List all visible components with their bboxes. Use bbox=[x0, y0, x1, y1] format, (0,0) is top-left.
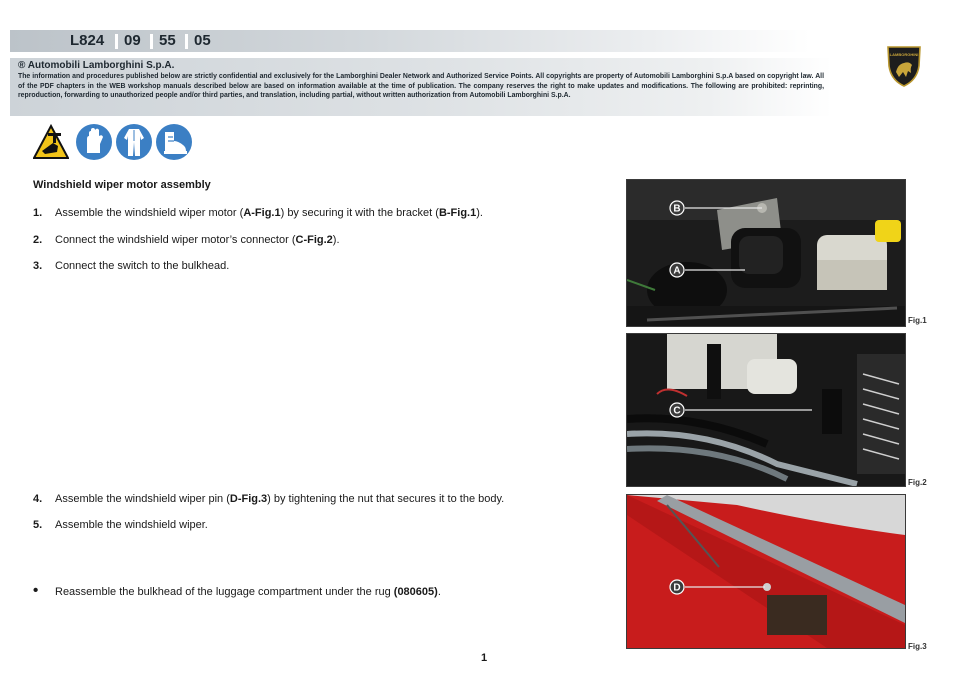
step-number: 1. bbox=[33, 207, 43, 219]
bullet-symbol: • bbox=[33, 582, 39, 599]
step-5 bbox=[33, 519, 208, 531]
figure-1-photo bbox=[626, 179, 906, 327]
figure-3-photo bbox=[626, 494, 906, 649]
gloves-icon bbox=[76, 124, 112, 160]
figure-reference: B-Fig.1 bbox=[438, 207, 477, 219]
svg-text:LAMBORGHINI: LAMBORGHINI bbox=[889, 52, 919, 57]
copyright-title: ® Automobili Lamborghini S.p.A. bbox=[18, 60, 175, 71]
bullet-text: Reassemble the bulkhead of the luggage compartment under the rug bbox=[55, 586, 394, 598]
figure-reference: A-Fig.1 bbox=[243, 207, 281, 219]
lamborghini-logo bbox=[884, 44, 924, 88]
code-group: 09 bbox=[124, 32, 141, 49]
step-number: 4. bbox=[33, 493, 43, 505]
step-number: 5. bbox=[33, 519, 43, 531]
figure-reference: C-Fig.2 bbox=[295, 234, 333, 246]
figure-2-photo bbox=[626, 333, 906, 487]
step-text: Assemble the windshield wiper motor ( bbox=[55, 207, 244, 219]
code-separator bbox=[115, 34, 118, 49]
step-text: ). bbox=[332, 234, 340, 246]
section-title: Windshield wiper motor assembly bbox=[33, 179, 211, 191]
step-text: ) by tightening the nut that secures it to the body. bbox=[267, 493, 505, 505]
callout-b: B bbox=[673, 203, 681, 215]
figure-1-label: Fig.1 bbox=[908, 316, 927, 325]
step-text: ). bbox=[476, 207, 483, 219]
figure-2-label: Fig.2 bbox=[908, 478, 927, 487]
code-model: L824 bbox=[70, 32, 105, 49]
step-number: 2. bbox=[33, 234, 43, 246]
bullet-text: . bbox=[437, 586, 441, 598]
code-separator bbox=[150, 34, 153, 49]
figure-reference: D-Fig.3 bbox=[229, 493, 268, 505]
copyright-notice: The information and procedures published below are strictly confidential and exclusively for the Lamborghini Dealer Network and Authorized Service Points. All copyrights are property of Automobili Lamborghini S.p.A based on copyright law. All of the PDF chapters in the WEB workshop manuals described below are based on information available at the time of publication. The company reserves the right to make updates and modifications. The following are prohibited: reprinting, reproduction, forwarding to unauthorized people and/or third parties, and translation, including partial, without written authorization from Automobili Lamborghini S.p.A. bbox=[18, 73, 824, 100]
step-text: Connect the switch to the bulkhead. bbox=[55, 260, 230, 272]
callout-c: C bbox=[673, 405, 681, 417]
callout-a: A bbox=[673, 265, 681, 277]
step-text: Assemble the windshield wiper. bbox=[55, 519, 208, 531]
figure-3-label: Fig.3 bbox=[908, 642, 927, 651]
hand-crush-warning-icon bbox=[33, 124, 69, 160]
step-number: 3. bbox=[33, 260, 43, 272]
chapter-reference: (080605) bbox=[393, 586, 438, 598]
page-number: 1 bbox=[480, 652, 488, 664]
code-section: 05 bbox=[194, 32, 211, 49]
safety-shoes-icon bbox=[156, 124, 192, 160]
step-1 bbox=[33, 207, 483, 219]
step-3 bbox=[33, 260, 229, 272]
step-4 bbox=[33, 493, 504, 505]
step-2 bbox=[33, 234, 340, 246]
code-subgroup: 55 bbox=[159, 32, 176, 49]
step-text: Assemble the windshield wiper pin ( bbox=[55, 493, 230, 505]
code-separator bbox=[185, 34, 188, 49]
step-text: Connect the windshield wiper motor’s connector ( bbox=[55, 234, 296, 246]
step-text: ) by securing it with the bracket ( bbox=[280, 207, 439, 219]
overalls-icon bbox=[116, 124, 152, 160]
bullet-note bbox=[33, 582, 441, 599]
callout-d: D bbox=[673, 582, 681, 594]
